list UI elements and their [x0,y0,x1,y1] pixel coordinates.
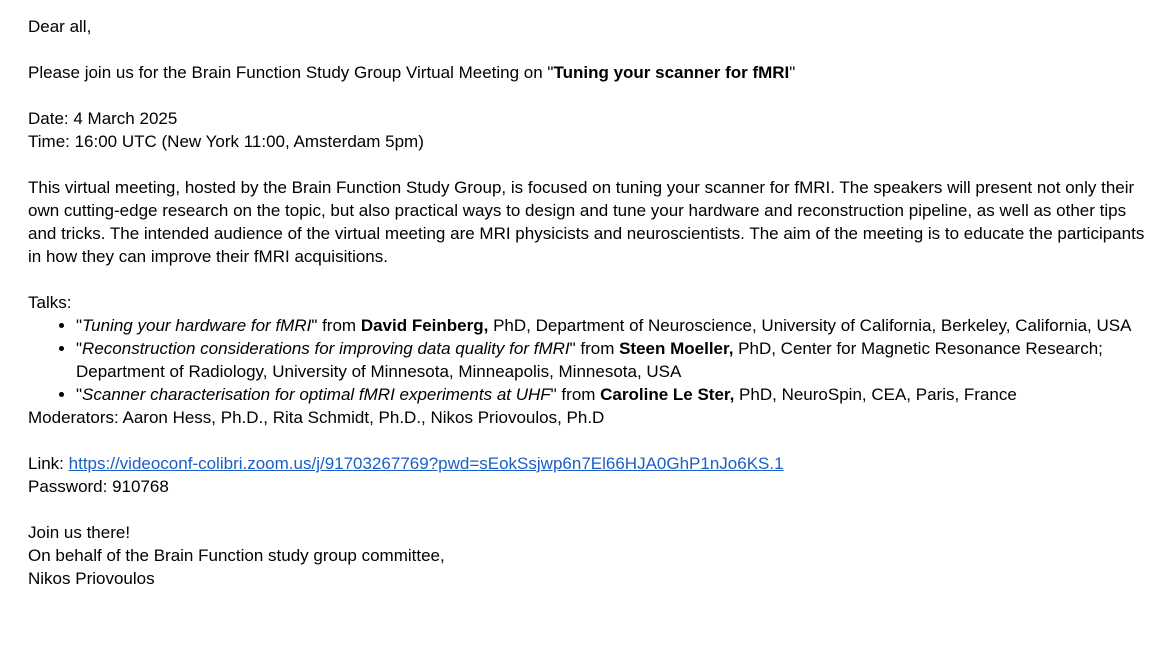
description: This virtual meeting, hosted by the Brain Function Study Group, is focused on tuning your scanner for fMRI. The speakers will present not only their own cutting-edge research on the topic, but also practical ways to design and tune your hardware and reconstruction pipeline, as well as other tips and tricks. The intended audience of the virtual meeting are MRI physicists and neuroscientists. The aim of the meeting is to educate the participants in how they can improve their fMRI acquisitions. [28,178,1145,266]
open-quote: " [76,339,83,358]
talk-item [76,337,1146,383]
talk-item [76,383,1146,406]
time-line: Time: 16:00 UTC (New York 11:00, Amsterdam 5pm) [28,132,424,151]
date-line: Date: 4 March 2025 [28,109,178,128]
invite-suffix: " [789,63,796,82]
talks-label: Talks: [28,293,72,312]
talk-title: Tuning your hardware for fMRI [82,316,312,335]
spacer [28,498,1146,521]
password-line: Password: 910768 [28,477,169,496]
speaker-affiliation: PhD, Center for Magnetic Resonance Research; Department of Radiology, University of Minnesota, Minneapolis, Minnesota, USA [76,339,1103,381]
signature: Nikos Priovoulos [28,569,155,588]
meeting-title: Tuning your scanner for fMRI [553,63,790,82]
talk-from: " from [569,339,620,358]
open-quote: " [76,385,83,404]
talks-list [28,314,1146,406]
moderators: Moderators: Aaron Hess, Ph.D., Rita Schmidt, Ph.D., Nikos Priovoulos, Ph.D [28,408,605,427]
invite-prefix: Please join us for the Brain Function Study Group Virtual Meeting on " [28,63,554,82]
link-line [28,452,1146,475]
spacer [28,84,1146,107]
open-quote: " [76,316,83,335]
speaker-affiliation: PhD, NeuroSpin, CEA, Paris, France [734,385,1017,404]
talk-item [76,314,1146,337]
talk-title: Reconstruction considerations for improving data quality for fMRI [82,339,570,358]
email-body [28,15,1146,590]
talk-from: " from [311,316,361,335]
speaker-name: David Feinberg, [360,316,489,335]
spacer [28,153,1146,176]
speaker-name: Caroline Le Ster, [600,385,735,404]
invite-line [28,61,1146,84]
spacer [28,38,1146,61]
spacer [28,429,1146,452]
greeting: Dear all, [28,17,92,36]
link-label: Link: [28,454,69,473]
behalf-line: On behalf of the Brain Function study group committee, [28,546,445,565]
speaker-name: Steen Moeller, [619,339,734,358]
meeting-link[interactable]: https://videoconf-colibri.zoom.us/j/91703267769?pwd=sEokSsjwp6n7El66HJA0GhP1nJo6KS.1 [68,454,784,473]
speaker-affiliation: PhD, Department of Neuroscience, University of California, Berkeley, California, USA [488,316,1132,335]
talk-from: " from [550,385,601,404]
talk-title: Scanner characterisation for optimal fMRI experiments at UHF [82,385,551,404]
spacer [28,268,1146,291]
closing: Join us there! [28,523,131,542]
